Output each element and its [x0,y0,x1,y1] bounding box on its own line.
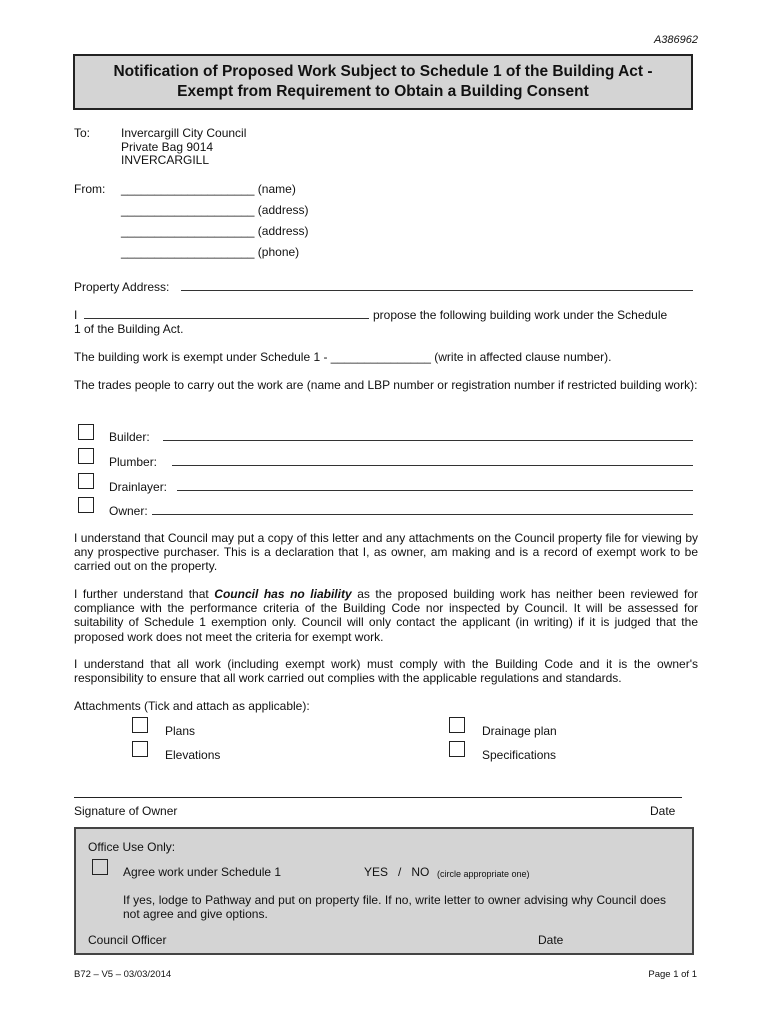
propose-text: propose the following building work under the Schedule [373,308,668,322]
drainage-plan-label: Drainage plan [482,724,557,738]
from-phone-field[interactable]: ____________________ (phone) [121,245,300,259]
office-date-label: Date [538,933,564,947]
liability-start: I further understand that [74,587,215,601]
propose-i: I [74,308,78,322]
office-instructions: If yes, lodge to Pathway and put on property file. If no, write letter to owner advising why Council does not agree and give options. [123,893,666,922]
agree-schedule1-label: Agree work under Schedule 1 [123,865,282,879]
to-line1: Invercargill City Council [121,126,247,140]
plans-label: Plans [165,724,196,738]
to-line2: Private Bag 9014 [121,140,214,154]
office-use-box [74,827,694,955]
form-title-line2: Exempt from Requirement to Obtain a Building Consent [177,83,589,100]
builder-field[interactable] [163,440,693,441]
footer-page: Page 1 of 1 [648,969,697,980]
exempt-clause-text[interactable]: The building work is exempt under Schedule 1 - _______________ (write in affected clause number). [74,350,612,364]
plumber-label: Plumber: [109,455,158,469]
to-label: To: [74,126,91,140]
owner-label: Owner: [109,504,148,518]
elevations-label: Elevations [165,748,221,762]
signature-date-label: Date [650,804,676,818]
liability-rest: as the proposed building work has neither been reviewed for compliance with the performance criteria of the Building Code nor inspected by Council. It will be assessed for suitability of Schedule 1 exemption only. Council will only contact the applicant (in writing) if it is judged that the proposed work does not meet the criteria for exempt work. [74,587,699,644]
agree-schedule1-checkbox[interactable] [92,859,108,875]
drainage-plan-checkbox[interactable] [449,717,465,733]
from-address1-field[interactable]: ____________________ (address) [121,203,309,217]
to-line3: INVERCARGILL [121,153,210,167]
form-title-box [73,54,693,110]
council-officer-label: Council Officer [88,933,167,947]
propose-line2: 1 of the Building Act. [74,322,184,336]
council-copy-paragraph: I understand that Council may put a copy of this letter and any attachments on the Council property file for viewing by any prospective purchaser. This is a declaration that I, as owner, am making and is a record of exempt work to be carried out on the property. [74,531,698,574]
specifications-label: Specifications [482,748,557,762]
from-address2-field[interactable]: ____________________ (address) [121,224,309,238]
builder-label: Builder: [109,430,150,444]
footer-version: B72 – V5 – 03/03/2014 [74,969,172,980]
liability-emphasis: Council has no liability [214,587,352,601]
signature-owner-label: Signature of Owner [74,804,178,818]
owner-checkbox[interactable] [78,497,94,513]
document-id: A386962 [653,34,698,46]
circle-note: (circle appropriate one) [437,869,530,879]
specifications-checkbox[interactable] [449,741,465,757]
plumber-field[interactable] [172,465,693,466]
drainlayer-field[interactable] [177,490,693,491]
elevations-checkbox[interactable] [132,741,148,757]
owner-field[interactable] [152,514,693,515]
liability-paragraph [74,587,698,644]
proposer-name-field[interactable] [84,318,369,319]
property-address-label: Property Address: [74,280,170,294]
plans-checkbox[interactable] [132,717,148,733]
from-name-field[interactable]: ____________________ (name) [121,182,296,196]
trades-intro: The trades people to carry out the work are (name and LBP number or registration number if restricted building work): [74,378,698,392]
comply-paragraph: I understand that all work (including exempt work) must comply with the Building Code and it is the owner's responsibility to ensure that all work carried out complies with the applicable regulations and standards. [74,657,698,686]
drainlayer-label: Drainlayer: [109,480,168,494]
yes-no-choice[interactable]: YES / NO [364,865,430,879]
plumber-checkbox[interactable] [78,448,94,464]
from-label: From: [74,182,106,196]
attachments-label: Attachments (Tick and attach as applicable): [74,699,310,713]
builder-checkbox[interactable] [78,424,94,440]
drainlayer-checkbox[interactable] [78,473,94,489]
office-use-title: Office Use Only: [88,840,176,854]
signature-line[interactable] [74,797,682,798]
property-address-field[interactable] [181,290,693,291]
form-title-line1: Notification of Proposed Work Subject to Schedule 1 of the Building Act - [113,63,653,80]
